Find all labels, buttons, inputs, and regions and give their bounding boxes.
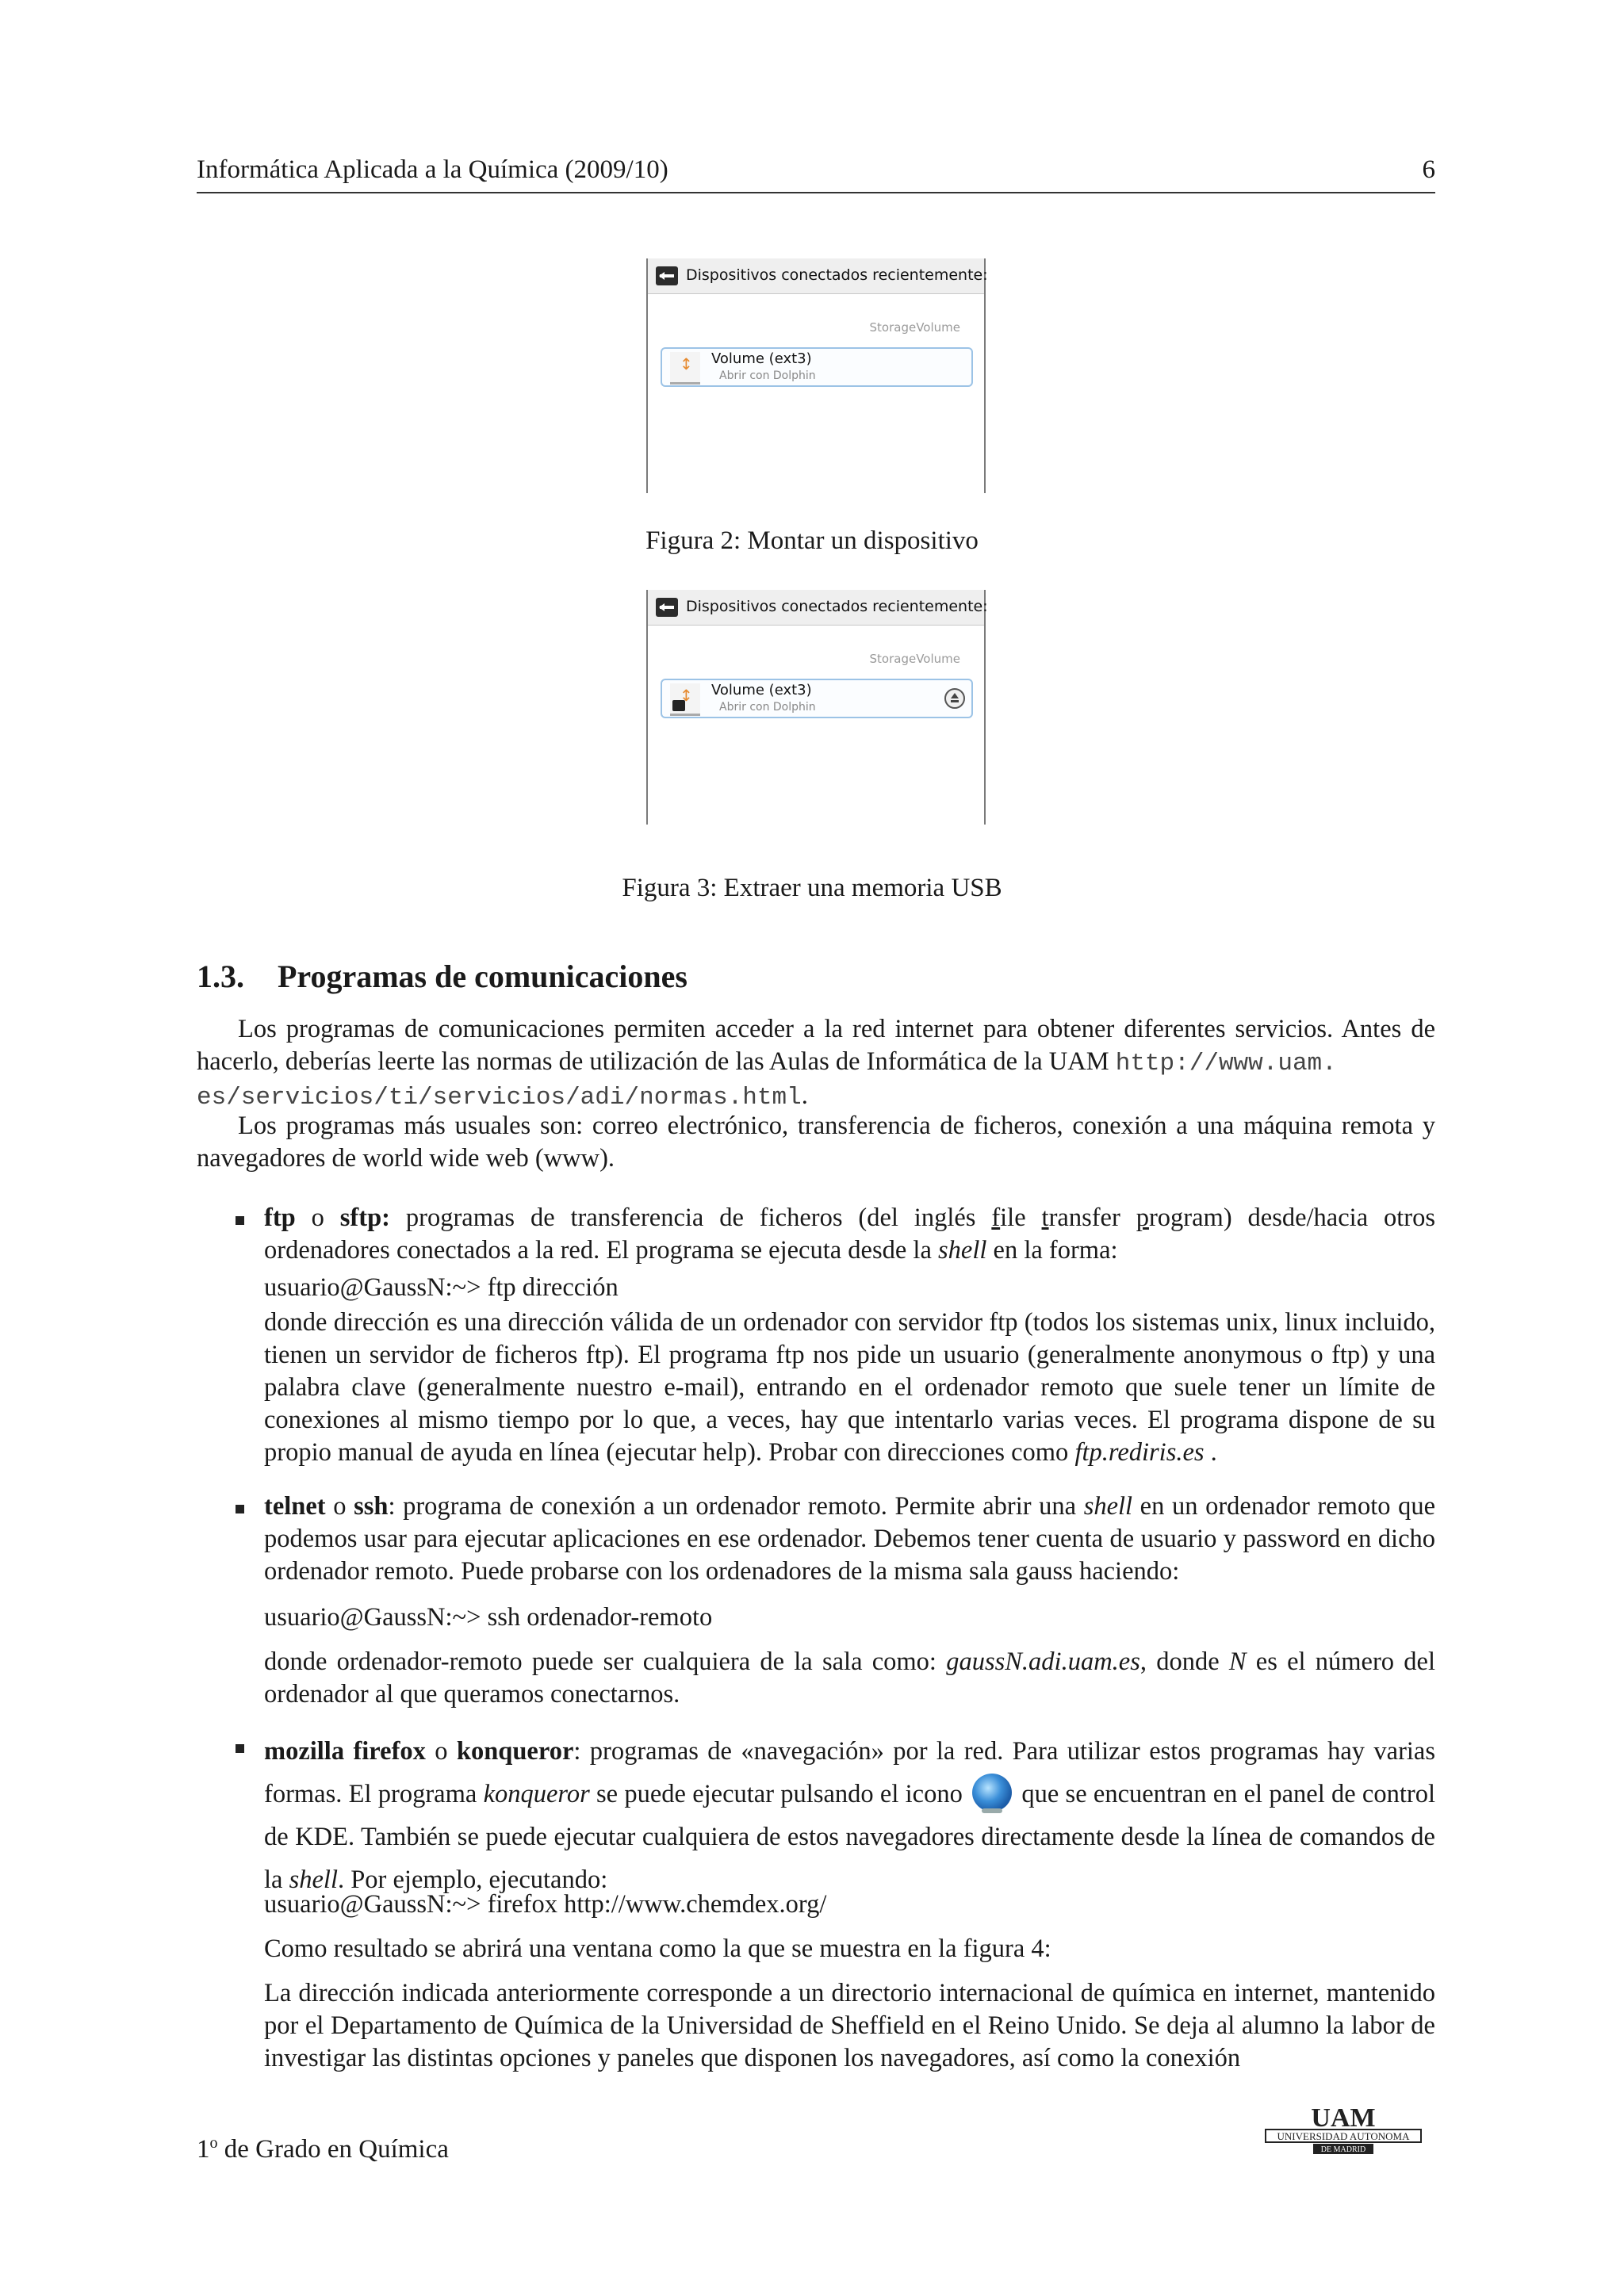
programs-paragraph: Los programas más usuales son: correo electrónico, transferencia de ficheros, conexión a una máquina remota y navegadores de world wide web (www). xyxy=(197,1112,1435,1173)
figure-3-screenshot xyxy=(646,590,986,825)
mounted-badge-icon xyxy=(672,700,685,711)
konqueror-globe-icon[interactable] xyxy=(972,1774,1012,1812)
footer-superscript: o xyxy=(209,2134,218,2152)
footer-ordinal: 1 xyxy=(197,2135,210,2164)
logo-line-1: UNIVERSIDAD AUTONOMA xyxy=(1277,2130,1410,2142)
acronym-letter: p xyxy=(1136,1203,1149,1232)
telnet-details-text: es el número del ordenador al que queramos conectarnos. xyxy=(264,1647,1435,1709)
browsers-description: que se encuentran en el panel de control de KDE. También se puede ejecutar cualquiera de estos navegadores directamente desde la línea de comandos de la xyxy=(264,1780,1435,1894)
eject-icon[interactable] xyxy=(944,688,965,709)
device-action: Abrir con Dolphin xyxy=(719,369,816,382)
result-sentence: Como resultado se abrirá una ventana como la que se muestra en la figura 4: xyxy=(264,1934,1051,1963)
telnet-description: en un ordenador remoto que podemos usar para ejecutar aplicaciones en ese ordenador. Debemos tener cuenta de usuario y password en dicho ordenador remoto. Puede probarse con los ordenadores de la misma sala gauss haciendo: xyxy=(264,1492,1436,1586)
running-header xyxy=(197,155,1435,193)
telnet-details-text: , donde xyxy=(1139,1647,1229,1676)
footer-course-text: de Grado en Química xyxy=(217,2135,449,2164)
conjunction: o xyxy=(325,1492,354,1521)
telnet-details xyxy=(264,1646,1435,1711)
figure-2-screenshot xyxy=(646,258,986,493)
section-title: Programas de comunicaciones xyxy=(278,959,688,994)
list-item-browsers xyxy=(264,1730,1435,1901)
ftp-details xyxy=(264,1307,1435,1469)
term-telnet: telnet xyxy=(264,1492,326,1521)
ssh-command: usuario@GaussN:~> ssh ordenador-remoto xyxy=(264,1603,713,1632)
ftp-details-text: donde dirección es una dirección válida de un ordenador con servidor ftp (todos los sistemas unix, linux incluido, tienen un servidor de ficheros ftp). El programa ftp nos pide un usuario (generalmente anonymous o ftp) y una palabra clave (generalmente nuestro e-mail), entrando en el ordenador remoto que suele tener un límite de conexiones al mismo tiempo por lo que, a veces, hay que intentarlo varias veces. El programa dispone de su propio manual de ayuda en línea (ejecutar help). Probar con direcciones como xyxy=(264,1308,1435,1467)
acronym-letter: t xyxy=(1041,1203,1049,1232)
telnet-details-text: donde ordenador-remoto puede ser cualquiera de la sala como: xyxy=(264,1647,947,1676)
conjunction: o xyxy=(425,1737,457,1766)
intro-text: Los programas de comunicaciones permiten acceder a la red internet para obtener diferentes servicios. Antes de hacerlo, deberías leerte las normas de utilización de las Aulas de Informática de la UAM xyxy=(197,1015,1435,1076)
section-heading xyxy=(197,958,688,995)
footer-course xyxy=(197,2134,449,2164)
intro-period: . xyxy=(801,1081,808,1110)
intro-paragraph xyxy=(197,1013,1435,1114)
browsers-description: : programas de «navegación» por la red. Para utilizar estos programas hay varias formas. El programa xyxy=(264,1737,1435,1808)
term-firefox: mozilla firefox xyxy=(264,1737,426,1766)
rules-link-continued[interactable]: es/servicios/ti/servicios/adi/normas.html xyxy=(197,1084,802,1112)
usb-drive-icon xyxy=(670,352,700,385)
firefox-command: usuario@GaussN:~> firefox http://www.chemdex.org/ xyxy=(264,1890,827,1919)
bullet-marker xyxy=(236,1505,244,1513)
device-action: Abrir con Dolphin xyxy=(719,701,816,714)
devices-panel-title: Dispositivos conectados recientemente: xyxy=(686,598,988,615)
acronym-letter: f xyxy=(991,1203,1001,1232)
device-name: Volume (ext3) xyxy=(711,350,812,367)
device-notifier-icon xyxy=(656,266,678,285)
conjunction: o xyxy=(295,1203,340,1232)
ftp-description: ) desde/hacia otros ordenadores conectados a la red. El programa se ejecuta desde la xyxy=(264,1203,1436,1265)
device-category-label: StorageVolume xyxy=(869,320,960,335)
devices-panel-title: Dispositivos conectados recientemente: xyxy=(686,266,988,284)
list-item-telnet xyxy=(264,1490,1435,1588)
computer-number-var: N xyxy=(1228,1647,1247,1676)
logo-mark: UAM xyxy=(1311,2103,1376,2133)
ftp-example-host: ftp.rediris.es xyxy=(1074,1438,1205,1467)
acronym-word: ile xyxy=(1000,1203,1042,1232)
usb-drive-icon xyxy=(670,683,700,716)
device-entry[interactable] xyxy=(661,347,973,387)
figure-3-caption: Figura 3: Extraer una memoria USB xyxy=(622,874,1002,902)
ftp-command: usuario@GaussN:~> ftp dirección xyxy=(264,1273,619,1302)
header-title: Informática Aplicada a la Química (2009/10) xyxy=(197,155,668,184)
device-notifier-icon xyxy=(656,598,678,617)
ftp-description: programas de transferencia de ficheros (del inglés xyxy=(389,1203,992,1232)
closing-paragraph: La dirección indicada anteriormente corresponde a un directorio internacional de química en internet, mantenido por el Departamento de Química de la Universidad de Sheffield en el Reino Unido. Se deja al alumno la labor de investigar las distintas opciones y paneles que disponen los navegadores, así como la conexión xyxy=(264,1979,1435,2072)
term-sftp: sftp: xyxy=(339,1203,390,1232)
device-category-label: StorageVolume xyxy=(869,652,960,666)
term-ftp: ftp xyxy=(264,1203,296,1232)
section-number: 1.3. xyxy=(197,959,244,994)
shell-term: shell xyxy=(1083,1492,1133,1521)
acronym-word: rogram xyxy=(1148,1203,1224,1232)
uam-logo xyxy=(1264,2103,1423,2155)
devices-panel-titlebar xyxy=(648,258,988,294)
gauss-host: gaussN.adi.uam.es xyxy=(946,1647,1140,1676)
rules-link[interactable]: http://www.uam. xyxy=(1115,1050,1337,1077)
list-item-ftp xyxy=(264,1202,1435,1267)
browsers-description: . Por ejemplo, ejecutando: xyxy=(337,1866,608,1894)
ftp-description: en la forma: xyxy=(986,1236,1118,1265)
devices-panel-titlebar xyxy=(648,590,988,626)
bullet-marker xyxy=(236,1216,244,1225)
term-ssh: ssh xyxy=(354,1492,389,1521)
telnet-description: : programa de conexión a un ordenador remoto. Permite abrir una xyxy=(388,1492,1084,1521)
shell-term: shell xyxy=(289,1866,338,1894)
konqueror-term: konqueror xyxy=(483,1780,590,1808)
shell-term: shell xyxy=(938,1236,987,1265)
acronym-word: ransfer xyxy=(1048,1203,1136,1232)
browsers-description: se puede ejecutar pulsando el icono xyxy=(589,1780,970,1808)
bullet-marker xyxy=(236,1744,244,1753)
device-entry[interactable] xyxy=(661,679,973,718)
term-konqueror: konqueror xyxy=(456,1737,574,1766)
page-number: 6 xyxy=(1422,155,1435,184)
ftp-details-end: . xyxy=(1204,1438,1217,1467)
logo-line-2: DE MADRID xyxy=(1320,2145,1366,2154)
figure-2-caption: Figura 2: Montar un dispositivo xyxy=(645,526,979,555)
device-name: Volume (ext3) xyxy=(711,682,812,698)
